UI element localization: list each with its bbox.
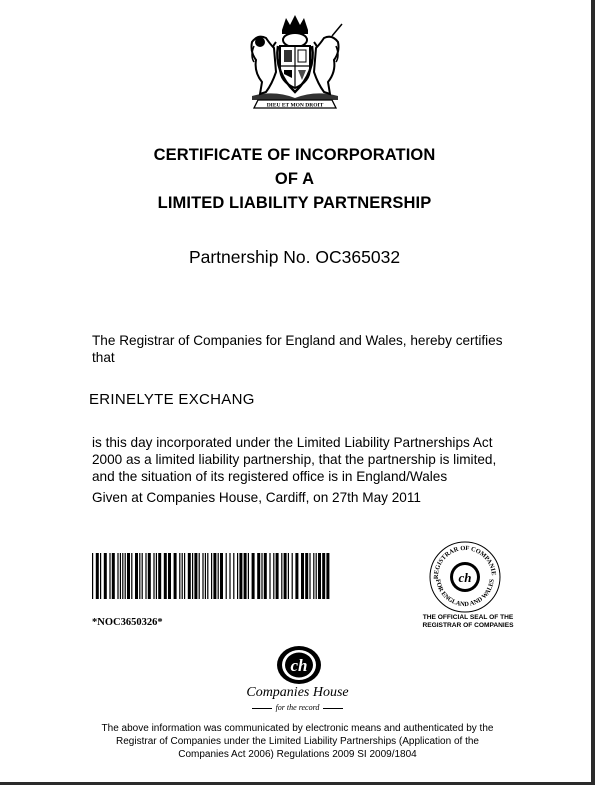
barcode xyxy=(92,553,330,599)
svg-text:ch: ch xyxy=(458,570,472,585)
statement-line-2: 2000 as a limited liability partnership, that the partnership is limited, xyxy=(92,452,497,467)
title-line-2: OF A xyxy=(274,170,315,188)
barcode-text: *NOC3650326* xyxy=(92,617,163,628)
seal-caption-line-2: REGISTRAR OF COMPANIES xyxy=(422,622,514,629)
title-line-3: LIMITED LIABILITY PARTNERSHIP xyxy=(157,194,432,212)
footer-line-1: The above information was communicated by electronic means and authenticated by the xyxy=(101,723,494,734)
certifies-line-1: The Registrar of Companies for England and Wales, hereby certifies xyxy=(92,333,503,348)
seal-ring-top: REGISTRAR OF COMPANIE xyxy=(432,544,498,580)
seal-caption-line-1: THE OFFICIAL SEAL OF THE xyxy=(422,614,514,621)
partnership-label: Partnership No. xyxy=(188,247,311,267)
crest-motto: DIEU ET MON DROIT xyxy=(266,102,324,109)
certifies-line-2: that xyxy=(92,350,115,365)
seal-ring-bottom: FOR ENGLAND AND WALES xyxy=(434,578,496,609)
companies-house-logo-icon xyxy=(275,645,323,685)
seal-caption xyxy=(414,614,522,630)
companies-house-name: Companies House xyxy=(246,685,349,700)
svg-text:ch: ch xyxy=(290,656,308,675)
given-line: Given at Companies House, Cardiff, on 27th May 2011 xyxy=(92,490,421,505)
footer-line-3: Companies Act 2006) Regulations 2009 SI 2009/1804 xyxy=(178,749,417,760)
partnership-number-line xyxy=(0,247,589,268)
footer-line-2: Registrar of Companies under the Limited Liability Partnerships (Application of the xyxy=(116,736,479,747)
companies-house-tagline: for the record xyxy=(275,703,320,712)
footer-note xyxy=(70,722,525,761)
statement-line-1: is this day incorporated under the Limited Liability Partnerships Act xyxy=(92,435,493,450)
royal-coat-of-arms xyxy=(244,12,346,110)
statement-line-3: and the situation of its registered office is in England/Wales xyxy=(92,469,448,484)
companies-house-tagline-row xyxy=(0,703,595,712)
title-line-1: CERTIFICATE OF INCORPORATION xyxy=(153,146,436,164)
company-name: ERINELYTE EXCHANG xyxy=(89,391,255,408)
registrar-seal xyxy=(428,540,502,614)
partnership-number: OC365032 xyxy=(315,247,401,267)
